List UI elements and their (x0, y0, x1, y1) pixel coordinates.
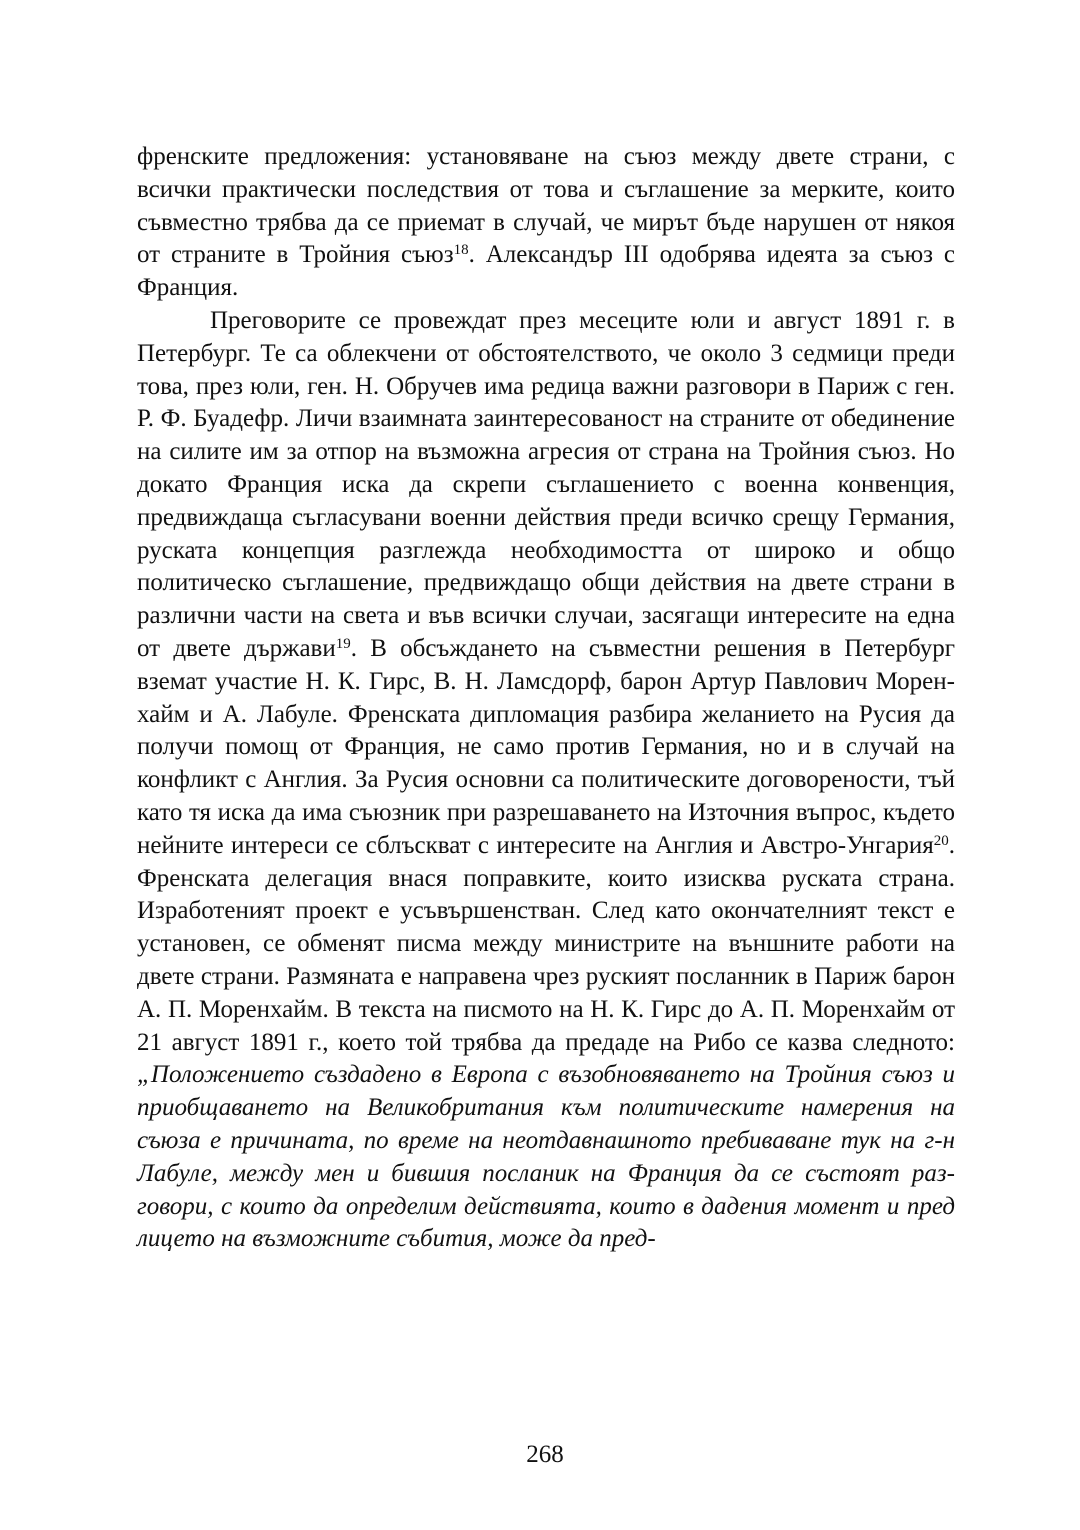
quote-text: „Положението създадено в Европа с възобновяването на Тройния съюз и приобщаването на Великобритания към политическите намерения на съюза е причината, по време на неотдавнашното пребиваване тук на г-н Лабуле, между мен и бившия посланик на Франция да се състоят разговори, с които да определим действията, които в дадения момент и пред лицето на възможните събития, може да пред- (137, 1061, 955, 1253)
text-run: Преговорите се провеждат през месеците юли и август 1891 г. в Петербург. Те са облекчени от обстоятелството, че около 3 седмици преди това, през юли, ген. Н. Обручев има редица важни разговори в Париж с ген. Р. Ф. Буадефр. Личи взаимната заинтересованост на страните от обединение на силите им за отпор на възможна агресия от страна на Тройния съюз. Но докато Франция иска да скрепи съглашението с военна конвенция, предвиждаща съгласувани военни действия преди всичко срещу Германия, руската концепция разглежда необходимостта от широко и общо политическо съглашение, предвиждащо общи действия на двете страни в различни части на света и във всички случаи, засягащи интересите на една от двете държави (137, 306, 955, 662)
text-run: . В обсъждането на съвместни решения в Петербург вземат участие Н. К. Гирс, В. Н. Ламсдорф, барон Артур Павлович Моренхайм и А. Лабуле. Френската дипломация разбира желанието на Русия да получи помощ от Франция, не само против Германия, но и в случай на конфликт с Англия. За Русия основни са политическите договорености, тъй като тя иска да има съюзник при разрешаването на Източния въпрос, където нейните интереси се сблъскват с интересите на Англия и Австро-Унгария (137, 634, 955, 859)
text-run: френските предложения: установяване на съюз между двете страни, с всички практически последствия от това и съглашение за мерките, които съвместно трябва да се приемат в случай, че мирът бъде нарушен от някоя от страните в Тройния съюз (137, 143, 955, 269)
paragraph-1 (137, 141, 955, 305)
footnote-ref: 19 (335, 635, 351, 652)
text-run: . Александър III одобрява идеята за съюз с Франция. (137, 241, 955, 302)
footnote-ref: 20 (933, 832, 949, 849)
text-run: . Френската делегация внася поправките, които изисква руската страна. Изработеният проект е усъвършенстван. След като окончателният текст е установен, се обменят писма между министрите на външните работи на двете страни. Размяната е направена чрез руският посланник в Париж барон А. П. Моренхайм. В текста на писмото на Н. К. Гирс до А. П. Моренхайм от 21 август 1891 г., което той трябва да предаде на Рибо се казва следното: (137, 831, 955, 1056)
footnote-ref: 18 (453, 242, 469, 259)
body-text (137, 141, 955, 1256)
paragraph-2 (137, 305, 955, 1256)
page-number: 268 (526, 1441, 564, 1468)
